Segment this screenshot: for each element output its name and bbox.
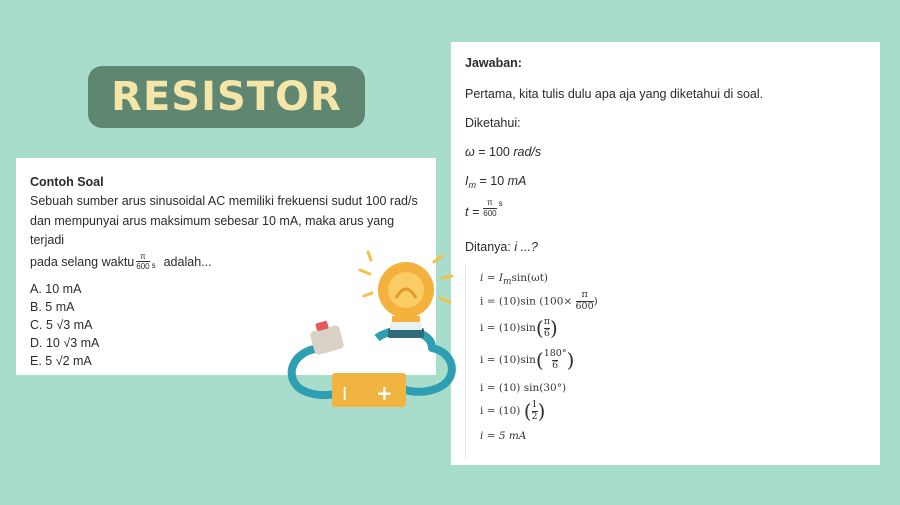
t-fraction xyxy=(483,199,496,219)
derivation-line-5: i = (10) sin(30°) xyxy=(480,382,567,394)
omega-unit: rad/s xyxy=(513,145,542,159)
t-fraction-num: π xyxy=(487,198,493,207)
d2-a: i = (10)sin (100× xyxy=(480,295,573,308)
option-a: A. 10 mA xyxy=(30,282,82,297)
lightbulb-icon xyxy=(378,262,434,338)
d4-fraction xyxy=(544,349,567,372)
question-line-3-pre: pada selang waktu xyxy=(30,254,135,269)
question-line-1: Sebuah sumber arus sinusoidal AC memiliki frekuensi sudut 100 rad/s xyxy=(30,194,418,209)
time-fraction-num: π xyxy=(140,251,146,261)
known-im xyxy=(465,174,526,190)
derivation-line-4: i = (10)sin( $\frac{180^\circ}{6}$ ) xyxy=(480,347,575,372)
derivation-line-1 xyxy=(480,272,548,287)
known-omega xyxy=(465,145,541,159)
derivation-line-6: i = (10) ( $\frac{1}{2}$ ) xyxy=(480,398,546,423)
d2-fraction xyxy=(576,290,594,313)
title-banner xyxy=(88,66,365,128)
lightbulb-circuit-illustration xyxy=(282,248,462,413)
im-subscript: m xyxy=(468,180,476,190)
option-e: E. 5 √2 mA xyxy=(30,354,92,369)
question-line-3-post: adalah... xyxy=(163,254,212,269)
t-fraction-den: 600 xyxy=(483,208,497,218)
battery-plus-label: + xyxy=(376,381,393,405)
derivation-line-7: i = 5 mA xyxy=(480,430,527,442)
im-value: = 10 xyxy=(479,174,505,188)
d2-b: ) xyxy=(593,295,598,308)
omega-value: = 100 xyxy=(478,145,510,159)
time-fraction-den: 600 xyxy=(136,262,150,272)
plug-icon xyxy=(309,321,344,356)
d6-a: i = (10) xyxy=(480,405,521,417)
derivation-block xyxy=(465,264,620,459)
battery-icon xyxy=(332,373,406,407)
question-line-2: dan mempunyai arus maksimum sebesar 10 mA, maka arus yang terjadi xyxy=(30,213,395,248)
time-fraction xyxy=(136,253,149,273)
d1-b: sin(ωt) xyxy=(511,272,549,284)
d4-den: 6 xyxy=(552,359,559,371)
d3-a: i = (10)sin xyxy=(480,322,536,334)
t-symbol: t = xyxy=(465,204,480,219)
d1-sub: m xyxy=(502,277,512,287)
im-unit: mA xyxy=(507,174,527,188)
option-c: C. 5 √3 mA xyxy=(30,318,93,333)
known-t xyxy=(465,199,511,219)
derivation-line-2 xyxy=(480,290,598,313)
d2-den: 600 xyxy=(575,300,594,312)
d3-den: 6 xyxy=(543,327,550,339)
answer-card xyxy=(451,42,880,465)
d6-den: 2 xyxy=(531,410,538,422)
question-heading: Contoh Soal xyxy=(30,175,104,189)
time-unit: s xyxy=(151,260,156,270)
option-b: B. 5 mA xyxy=(30,300,75,315)
known-label: Diketahui: xyxy=(465,116,521,130)
answer-heading: Jawaban: xyxy=(465,56,522,70)
d2-num: π xyxy=(581,289,588,300)
page-title: RESISTOR xyxy=(111,74,342,120)
asked-line xyxy=(465,240,538,254)
d3-num: π xyxy=(543,315,550,327)
asked-label: Ditanya: xyxy=(465,240,511,254)
derivation-line-3: i = (10)sin( $\frac{\pi}{6}$ ) xyxy=(480,315,558,340)
d6-num: 1 xyxy=(531,398,538,410)
battery-minus-label: I xyxy=(342,384,348,405)
omega-symbol: ω xyxy=(465,145,475,159)
answer-intro: Pertama, kita tulis dulu apa aja yang diketahui di soal. xyxy=(465,87,764,101)
asked-value: i ...? xyxy=(514,240,538,254)
d4-num: 180° xyxy=(543,347,567,359)
d4-a: i = (10)sin xyxy=(480,354,536,366)
im-symbol: I xyxy=(465,174,469,188)
d1-a: i = I xyxy=(480,272,503,284)
option-d: D. 10 √3 mA xyxy=(30,336,100,351)
t-unit: s xyxy=(498,199,503,208)
